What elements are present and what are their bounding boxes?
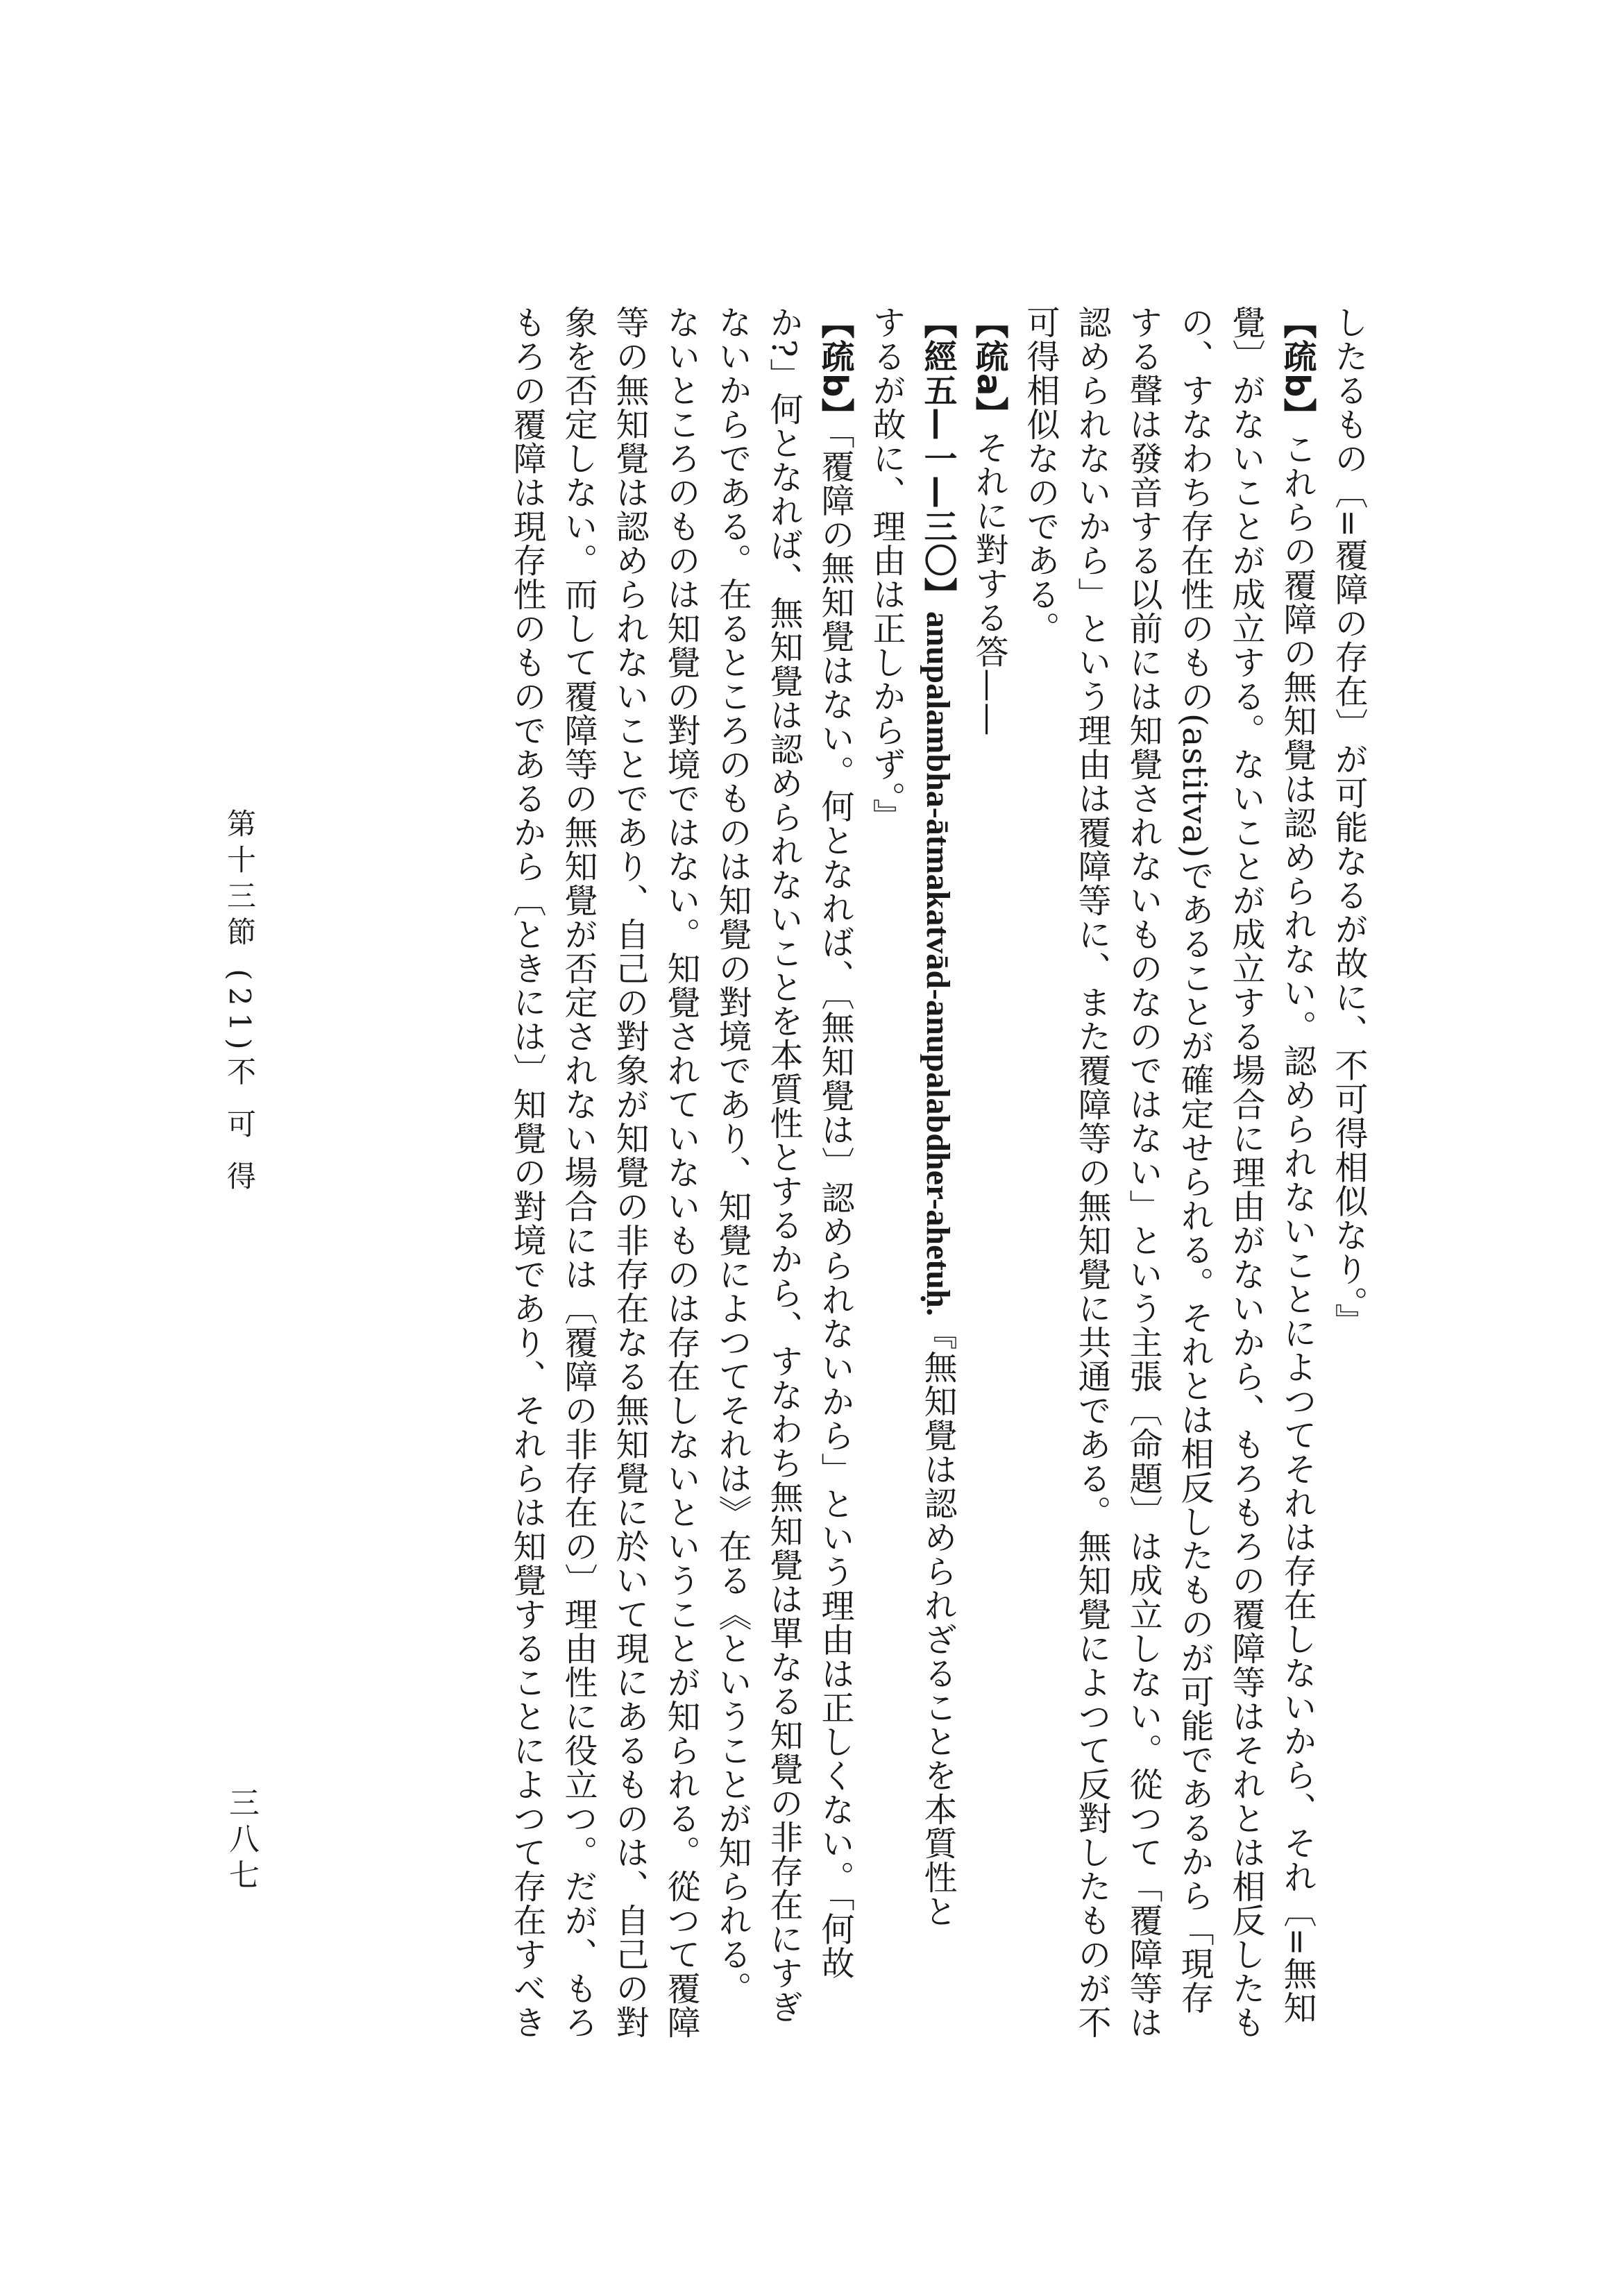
text-span: もろの覆障は現存性のものであるから〔ときには〕知覺の對境であり、それらは知覺することによつて存在すべき: [507, 305, 546, 2039]
text-span: 等の無知覺は認められないことであり、自己の對象が知覺の非存在なる無知覺に於いて現にあるものは、自己の對: [610, 305, 649, 2039]
text-span: したるもの〔=覆障の存在〕が可能なるが故に、不可得相似なり。』: [1329, 305, 1368, 1338]
text-column: [604, 305, 655, 2054]
text-span: 『無知覺は認められざることを本質性と: [918, 1316, 957, 1928]
text-column: [758, 305, 809, 2054]
text-column: [1117, 305, 1169, 2054]
text-column: [1015, 305, 1066, 2054]
text-column: [861, 305, 912, 2054]
text-span: の、すなわち存在性のもの(astitva)であることが確定せられる。それとは相反したものが可能であるから「現存: [1175, 305, 1214, 2015]
text-span: それに對する答——: [970, 430, 1008, 737]
text-span: 象を否定しない。而して覆障等の無知覺が否定されない場合には〔覆障の非存在の〕理由性に役立つ。だが、もろ: [559, 305, 598, 2039]
text-column: [1323, 305, 1374, 2054]
text-span: 認められないから」という理由は覆障等に、また覆障等の無知覺に共通である。無知覺によつて反對したものが不: [1072, 305, 1111, 2039]
text-column: [1169, 305, 1220, 2054]
running-head: 第十三節 (21)不 可 得: [223, 808, 257, 1198]
text-column: [809, 305, 861, 2054]
text-column: [552, 305, 604, 2054]
sutra-heading: 【經五—一—三〇】: [918, 305, 957, 611]
text-span: ないところのものは知覺の對境ではない。知覺されていないものは存在しないということが知られる。從つて覆障: [661, 305, 700, 2039]
section-heading: 【疏a】: [970, 305, 1008, 431]
page-number: 三八七: [223, 1787, 259, 1895]
body-text: [501, 305, 1374, 2054]
text-span: か?」何となれば、無知覺は認められないことを本質性とするから、すなわち無知覺は單なる知覺の非存在にすぎ: [764, 305, 803, 2024]
text-span: これらの覆障の無知覺は認められない。認められないことによつてそれは存在しないから、それ〔=無知: [1278, 432, 1317, 2025]
text-column: [912, 305, 963, 2054]
text-column: [1220, 305, 1271, 2054]
section-heading: 【疏b】: [1278, 305, 1317, 432]
text-column: [963, 305, 1015, 2054]
text-span: ないからである。在るところのものは知覺の對境であり、知覺によつてそれは》在る《ということが知られる。: [713, 305, 752, 2005]
sanskrit-text: anupalambha-ātmakatvād-anupalabdher-ahetuḥ.: [920, 611, 956, 1316]
text-span: 「覆障の無知覺はない。何となれば、〔無知覺は〕認められないから」という理由は正しくない。「何故: [815, 432, 854, 1980]
text-column: [655, 305, 707, 2054]
text-column: [1271, 305, 1323, 2054]
section-heading: 【疏b】: [815, 305, 854, 432]
text-span: 可得相似なのである。: [1021, 305, 1060, 645]
text-span: する聲は發音する以前には知覺されないものなのではない」という主張〔命題〕は成立しない。從つて「覆障等は: [1124, 305, 1162, 2039]
text-span: するが故に、理由は正しからず。』: [867, 305, 906, 833]
text-column: [1066, 305, 1117, 2054]
text-span: 覺〕がないことが成立する。ないことが成立する場合に理由がないから、もろもろの覆障等はそれとは相反したも: [1226, 305, 1265, 2039]
text-column: [707, 305, 758, 2054]
text-column: [501, 305, 552, 2054]
